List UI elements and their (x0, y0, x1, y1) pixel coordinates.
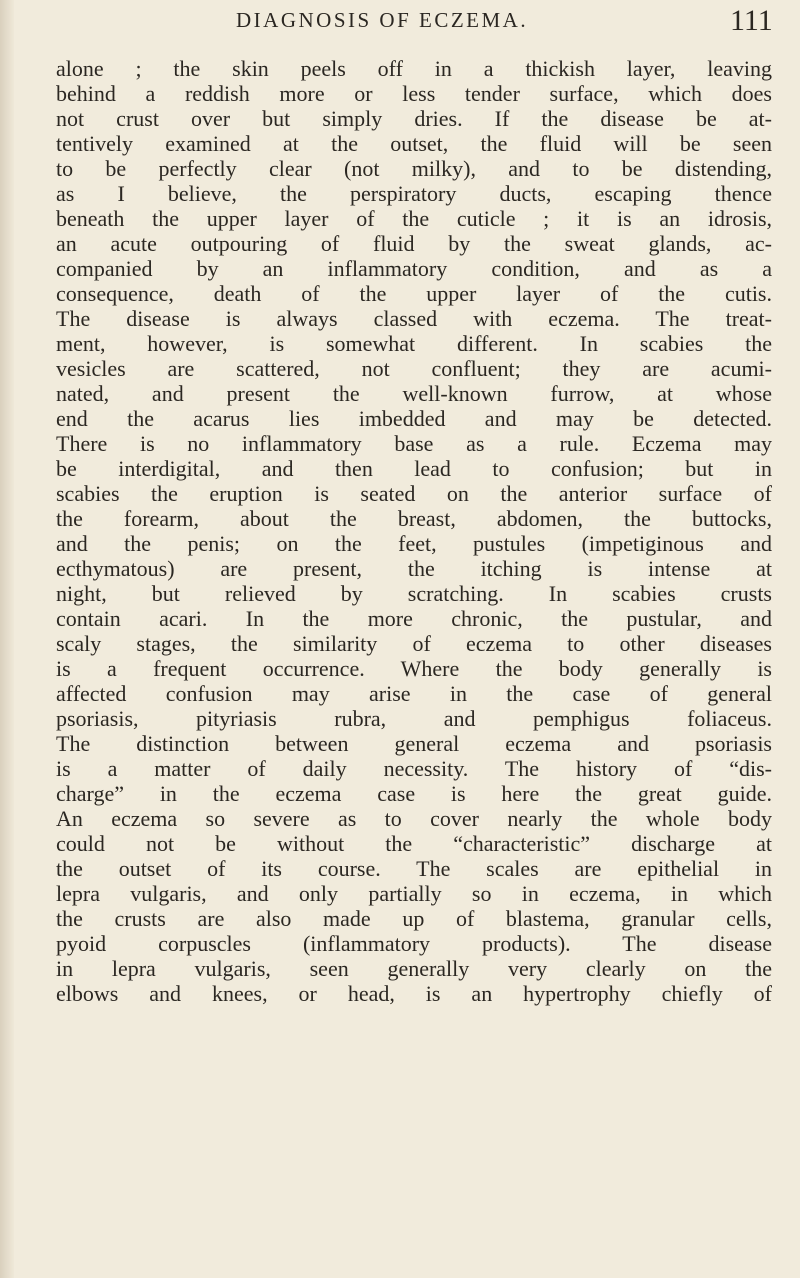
text-line: There is no inflammatory base as a rule. Eczema may (56, 431, 772, 456)
text-line: not crust over but simply dries. If the disease be at- (56, 106, 772, 131)
text-line: tentively examined at the outset, the fluid will be seen (56, 131, 772, 156)
text-line: the crusts are also made up of blastema, granular cells, (56, 906, 772, 931)
text-line: charge” in the eczema case is here the great guide. (56, 781, 772, 806)
text-line: behind a reddish more or less tender surface, which does (56, 81, 772, 106)
text-line: lepra vulgaris, and only partially so in eczema, in which (56, 881, 772, 906)
text-line: affected confusion may arise in the case of general (56, 681, 772, 706)
text-line: the forearm, about the breast, abdomen, the buttocks, (56, 506, 772, 531)
text-line: as I believe, the perspiratory ducts, escaping thence (56, 181, 772, 206)
text-line: contain acari. In the more chronic, the pustular, and (56, 606, 772, 631)
page-gutter-shadow (0, 0, 14, 1278)
text-line: alone ; the skin peels off in a thickish layer, leaving (56, 56, 772, 81)
text-line: elbows and knees, or head, is an hypertrophy chiefly of (56, 981, 772, 1006)
running-head: DIAGNOSIS OF ECZEMA. (236, 8, 529, 32)
text-line: ment, however, is somewhat different. In scabies the (56, 331, 772, 356)
text-line: an acute outpouring of fluid by the sweat glands, ac- (56, 231, 772, 256)
text-line: and the penis; on the feet, pustules (impetiginous and (56, 531, 772, 556)
text-line: scabies the eruption is seated on the anterior surface of (56, 481, 772, 506)
text-line: beneath the upper layer of the cuticle ; it is an idrosis, (56, 206, 772, 231)
text-line: is a frequent occurrence. Where the body generally is (56, 656, 772, 681)
text-line: night, but relieved by scratching. In scabies crusts (56, 581, 772, 606)
text-line: The distinction between general eczema and psoriasis (56, 731, 772, 756)
text-line: to be perfectly clear (not milky), and to be distending, (56, 156, 772, 181)
text-line: be interdigital, and then lead to confusion; but in (56, 456, 772, 481)
text-line: The disease is always classed with eczema. The treat- (56, 306, 772, 331)
text-line: end the acarus lies imbedded and may be detected. (56, 406, 772, 431)
text-line: psoriasis, pityriasis rubra, and pemphigus foliaceus. (56, 706, 772, 731)
body-text (56, 56, 772, 1006)
text-line: the outset of its course. The scales are epithelial in (56, 856, 772, 881)
text-line: vesicles are scattered, not confluent; they are acumi- (56, 356, 772, 381)
text-line: ecthymatous) are present, the itching is intense at (56, 556, 772, 581)
text-line: in lepra vulgaris, seen generally very clearly on the (56, 956, 772, 981)
text-line: pyoid corpuscles (inflammatory products). The disease (56, 931, 772, 956)
text-line: nated, and present the well-known furrow, at whose (56, 381, 772, 406)
text-line: An eczema so severe as to cover nearly the whole body (56, 806, 772, 831)
text-line: is a matter of daily necessity. The history of “dis- (56, 756, 772, 781)
text-line: companied by an inflammatory condition, and as a (56, 256, 772, 281)
page-number: 111 (730, 4, 773, 37)
text-line: scaly stages, the similarity of eczema to other diseases (56, 631, 772, 656)
text-line: consequence, death of the upper layer of the cutis. (56, 281, 772, 306)
text-line: could not be without the “characteristic” discharge at (56, 831, 772, 856)
